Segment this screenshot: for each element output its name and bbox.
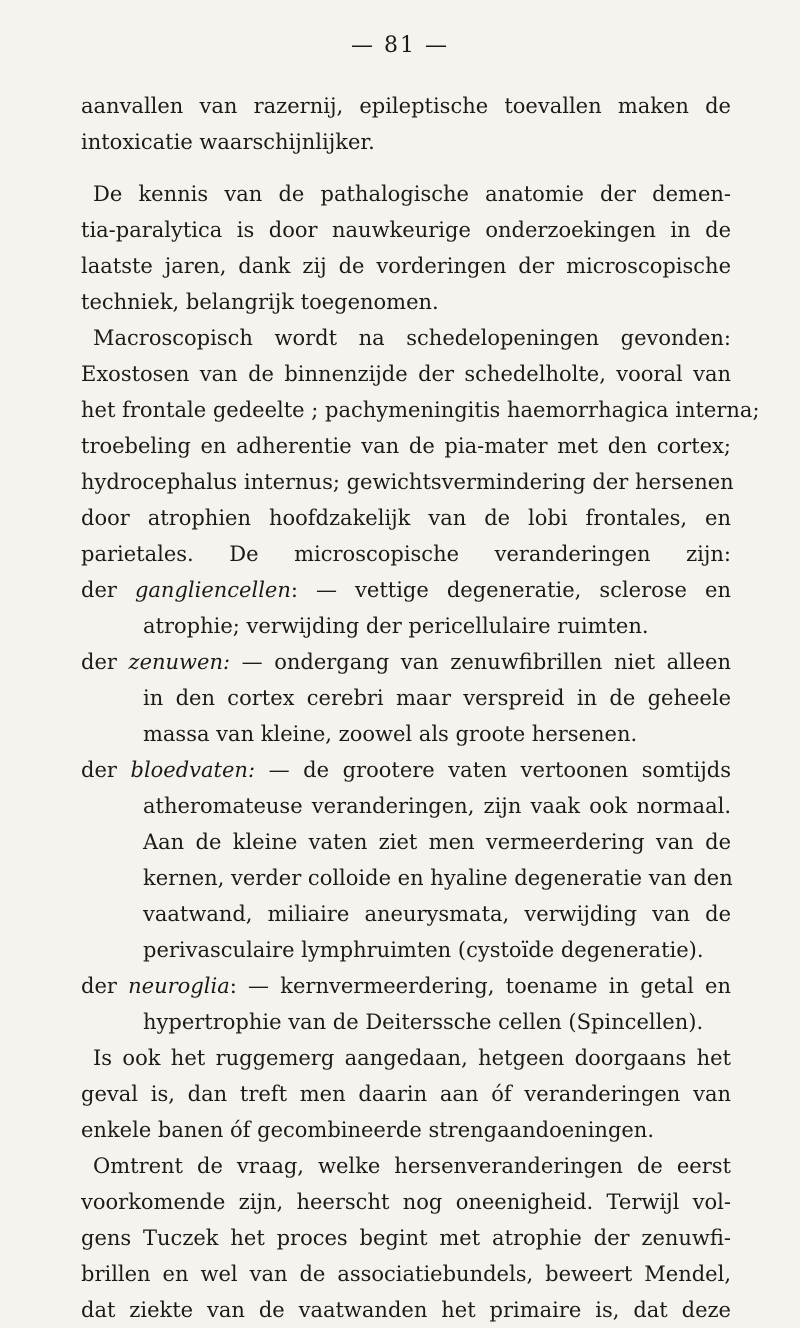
text-line: brillen en wel van de associatiebundels, beweert Mendel, xyxy=(81,1262,731,1286)
finding-continuation: atrophie; verwijding der pericellulaire ruimten. xyxy=(143,614,649,638)
finding-item xyxy=(81,752,731,788)
text-line: dat ziekte van de vaatwanden het primaire is, dat deze xyxy=(81,1298,731,1322)
text-line: De kennis van de pathalogische anatomie der demen- xyxy=(93,182,731,206)
finding-term: bloedvaten: xyxy=(130,758,256,782)
intro-paragraphs xyxy=(81,88,760,572)
finding-term: zenuwen: xyxy=(128,650,231,674)
finding-continuation: massa van kleine, zoowel als groote hersenen. xyxy=(143,722,638,746)
text-line: tia-paralytica is door nauwkeurige onderzoekingen in de xyxy=(81,218,731,242)
finding-term: neuroglia xyxy=(128,974,230,998)
finding-continuation: kernen, verder colloide en hyaline degeneratie van den xyxy=(143,866,733,890)
finding-continuation: perivasculaire lymphruimten (cystoïde degeneratie). xyxy=(143,938,704,962)
finding-description: : — kernvermeerdering, toename in getal en xyxy=(229,974,731,998)
text-line: Exostosen van de binnenzijde der schedelholte, vooral van xyxy=(81,362,731,386)
finding-continuation: hypertrophie van de Deiterssche cellen (Spincellen). xyxy=(143,1010,704,1034)
text-line: gens Tuczek het proces begint met atrophie der zenuwfi- xyxy=(81,1226,731,1250)
text-line: laatste jaren, dank zij de vorderingen der microscopische xyxy=(81,254,731,278)
finding-continuation: atheromateuse veranderingen, zijn vaak ook normaal. xyxy=(143,794,731,818)
text-line: geval is, dan treft men daarin aan óf veranderingen van xyxy=(81,1082,731,1106)
finding-item xyxy=(81,968,731,1004)
finding-prefix: der xyxy=(81,758,131,782)
closing-paragraphs xyxy=(81,1040,731,1328)
finding-continuation: in den cortex cerebri maar verspreid in de geheele xyxy=(143,686,731,710)
text-line: enkele banen óf gecombineerde strengaandoeningen. xyxy=(81,1118,655,1142)
text-line: aanvallen van razernij, epileptische toevallen maken de xyxy=(81,94,731,118)
finding-description: : — vettige degeneratie, sclerose en xyxy=(290,578,731,602)
text-line: het frontale gedeelte ; pachymeningitis haemorrhagica interna; xyxy=(81,398,760,422)
text-line: Macroscopisch wordt na schedelopeningen gevonden: xyxy=(93,326,731,350)
text-line: voorkomende zijn, heerscht nog oneenigheid. Terwijl vol- xyxy=(81,1190,731,1214)
finding-continuation: Aan de kleine vaten ziet men vermeerdering van de xyxy=(143,830,731,854)
finding-description: — ondergang van zenuwfibrillen niet alleen xyxy=(230,650,731,674)
finding-description: — de grootere vaten vertoonen somtijds xyxy=(255,758,731,782)
text-line: techniek, belangrijk toegenomen. xyxy=(81,290,439,314)
text-line: hydrocephalus internus; gewichtsvermindering der hersenen xyxy=(81,470,734,494)
finding-term: gangliencellen xyxy=(134,578,291,602)
text-line: Is ook het ruggemerg aangedaan, hetgeen doorgaans het xyxy=(93,1046,731,1070)
findings-list xyxy=(81,572,731,1040)
page-number: — 81 — xyxy=(351,33,449,58)
finding-prefix: der xyxy=(81,578,135,602)
text-line: troebeling en adherentie van de pia-mater met den cortex; xyxy=(81,434,731,458)
finding-continuation: vaatwand, miliaire aneurysmata, verwijding van de xyxy=(143,902,731,926)
text-line: intoxicatie waarschijnlijker. xyxy=(81,130,375,154)
text-line: parietales. De microscopische veranderingen zijn: xyxy=(81,542,731,566)
finding-prefix: der xyxy=(81,974,129,998)
text-line: Omtrent de vraag, welke hersenveranderingen de eerst xyxy=(93,1154,731,1178)
body-text xyxy=(81,88,760,1328)
text-line: door atrophien hoofdzakelijk van de lobi frontales, en xyxy=(81,506,731,530)
finding-item xyxy=(81,644,731,680)
finding-prefix: der xyxy=(81,650,129,674)
finding-item xyxy=(81,572,731,608)
